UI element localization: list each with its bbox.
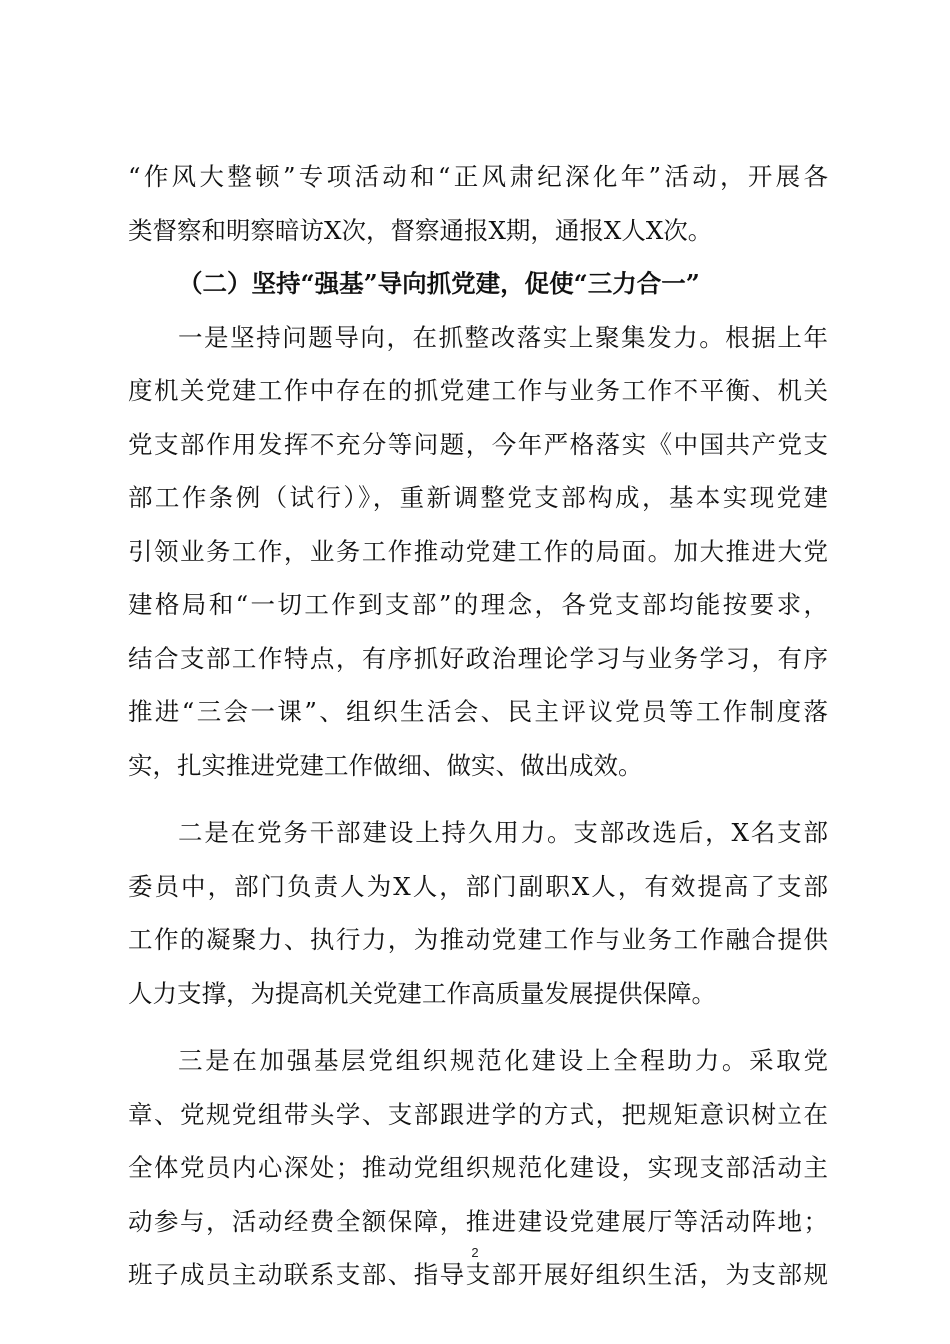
text-line: 人力支撑，为提高机关党建工作高质量发展提供保障。	[128, 978, 716, 1008]
text-line: 动参与，活动经费全额保障，推进建设党建展厅等活动阵地；	[128, 1206, 828, 1236]
text-line: 三是在加强基层党组织规范化建设上全程助力。采取党	[178, 1046, 828, 1075]
body-text	[128, 150, 828, 1302]
text-line: 引领业务工作，业务工作推动党建工作的局面。加大推进大党	[128, 536, 828, 566]
text-line: 全体党员内心深处；推动党组织规范化建设，实现支部活动主	[128, 1153, 828, 1182]
text-line: “作风大整顿”专项活动和“正风肃纪深化年”活动，开展各	[128, 162, 828, 191]
paragraph-gap	[128, 1020, 828, 1034]
text-line: 类督察和明察暗访X次，督察通报X期，通报X人X次。	[128, 215, 713, 245]
heading-line: （二）坚持“强基”导向抓党建，促使“三力合一”	[178, 269, 700, 298]
text-line: 章、党规党组带头学、支部跟进学的方式，把规矩意识树立在	[128, 1099, 828, 1129]
text-line: 党支部作用发挥不充分等问题，今年严格落实《中国共产党支	[128, 429, 828, 459]
page-number: 2	[471, 1245, 479, 1260]
text-line: 实，扎实推进党建工作做细、做实、做出成效。	[128, 750, 643, 780]
text-line: 部工作条例（试行）》，重新调整党支部构成，基本实现党建	[128, 483, 828, 512]
text-line: 推进“三会一课”、组织生活会、民主评议党员等工作制度落	[128, 697, 828, 726]
text-line: 结合支部工作特点，有序抓好政治理论学习与业务学习，有序	[128, 643, 828, 673]
paragraph-standardization	[128, 1034, 828, 1302]
paragraph-problem-orientation	[128, 311, 828, 793]
text-line: 工作的凝聚力、执行力，为推动党建工作与业务工作融合提供	[128, 925, 828, 954]
paragraph-cadre-building	[128, 806, 828, 1020]
text-line: 二是在党务干部建设上持久用力。支部改选后，X名支部	[178, 818, 828, 847]
text-line: 班子成员主动联系支部、指导支部开展好组织生活，为支部规	[128, 1260, 828, 1289]
paragraph-gap	[128, 792, 828, 806]
paragraph-continuation	[128, 150, 828, 257]
section-heading	[128, 257, 828, 311]
text-line: 委员中，部门负责人为X人，部门副职X人，有效提高了支部	[128, 871, 828, 901]
text-line: 一是坚持问题导向，在抓整改落实上聚集发力。根据上年	[178, 322, 828, 352]
text-line: 建格局和“一切工作到支部”的理念，各党支部均能按要求，	[128, 590, 828, 619]
text-line: 度机关党建工作中存在的抓党建工作与业务工作不平衡、机关	[128, 376, 828, 405]
